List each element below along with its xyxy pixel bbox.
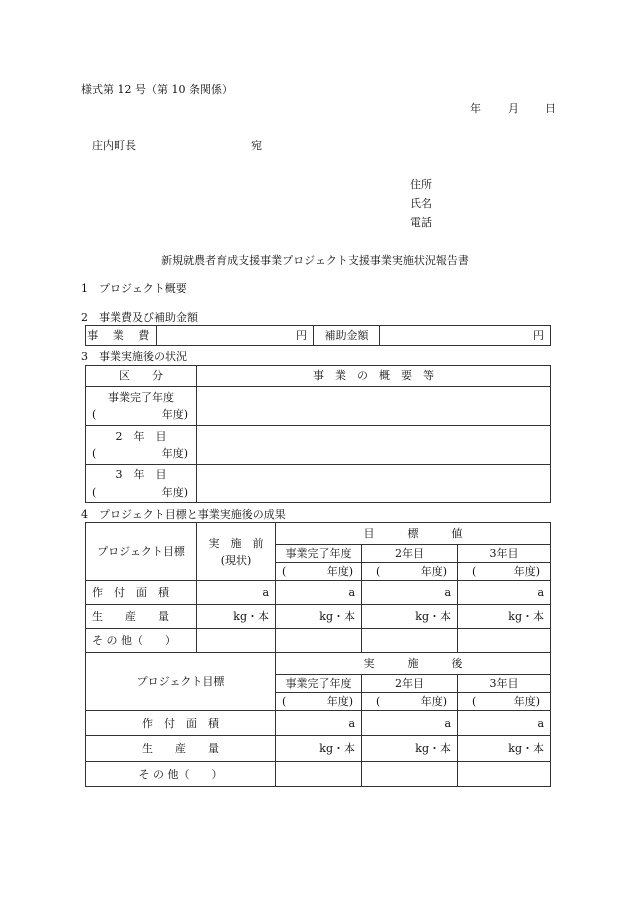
status-row-label: 3 年 目 ( 年度) [86, 465, 197, 503]
status-row-field[interactable] [197, 465, 551, 503]
year-fiscal-field[interactable]: ( 年度) [276, 693, 362, 711]
applicant-name-label: 氏名 [410, 197, 432, 210]
result-production-label: 生 産 量 [86, 736, 276, 762]
year-fiscal-field[interactable]: ( 年度) [458, 563, 551, 581]
status-table [85, 365, 551, 503]
production-field[interactable]: kg・本 [458, 605, 551, 629]
area-field[interactable]: a [197, 581, 276, 605]
date-year: 年 [470, 102, 481, 115]
area-label: 作 付 面 積 [86, 581, 197, 605]
status-row-label: 事業完了年度 ( 年度) [86, 387, 197, 426]
status-row-label: 2 年 目 ( 年度) [86, 426, 197, 465]
area-field[interactable]: a [276, 581, 362, 605]
other-field[interactable] [197, 629, 276, 653]
yen-unit: 円 [296, 328, 307, 342]
year-fiscal-field[interactable]: ( 年度) [362, 693, 458, 711]
goal-results-table [85, 522, 551, 787]
other-label: そ の 他（ ） [86, 629, 197, 653]
status-row-field[interactable] [197, 426, 551, 465]
other-field[interactable] [276, 629, 362, 653]
applicant-address-label: 住所 [410, 178, 432, 191]
status-col-summary: 事 業 の 概 要 等 [197, 366, 551, 387]
date-day: 日 [545, 102, 556, 115]
cost-value-field[interactable] [157, 326, 314, 346]
applicant-phone-label: 電話 [410, 216, 432, 229]
area-field[interactable]: a [362, 581, 458, 605]
before-label: 実 施 前 (現状) [197, 523, 276, 581]
result-area-field[interactable]: a [276, 711, 362, 736]
result-other-field[interactable] [362, 762, 458, 787]
section1-heading: 1 プロジェクト概要 [81, 282, 187, 295]
section4-heading: 4 プロジェクト目標と事業実施後の成果 [81, 508, 286, 521]
production-field[interactable]: kg・本 [276, 605, 362, 629]
result-area-field[interactable]: a [458, 711, 551, 736]
other-field[interactable] [458, 629, 551, 653]
year-fiscal-field[interactable]: ( 年度) [276, 563, 362, 581]
other-field[interactable] [362, 629, 458, 653]
year-name: 2年目 [362, 675, 458, 693]
result-production-field[interactable]: kg・本 [276, 736, 362, 762]
result-area-field[interactable]: a [362, 711, 458, 736]
goal-label-results: プロジェクト目標 [86, 653, 276, 711]
cost-table [85, 325, 551, 346]
result-other-field[interactable] [458, 762, 551, 787]
result-other-field[interactable] [276, 762, 362, 787]
year-fiscal-field[interactable]: ( 年度) [458, 693, 551, 711]
addressee-honorific: 宛 [251, 139, 262, 152]
subsidy-label: 補助金額 [314, 326, 380, 346]
page-title: 新規就農者育成支援事業プロジェクト支援事業実施状況報告書 [161, 254, 469, 267]
status-row-field[interactable] [197, 387, 551, 426]
section3-heading: 3 事業実施後の状況 [81, 350, 187, 363]
result-other-label: そ の 他（ ） [86, 762, 276, 787]
target-header: 目 標 値 [276, 523, 551, 545]
addressee-name: 庄内町長 [92, 139, 136, 152]
area-field[interactable]: a [458, 581, 551, 605]
after-header: 実 施 後 [276, 653, 551, 675]
subsidy-value-field[interactable] [380, 326, 551, 346]
yen-unit: 円 [533, 328, 544, 342]
production-label: 生 産 量 [86, 605, 197, 629]
production-field[interactable]: kg・本 [362, 605, 458, 629]
section2-heading: 2 事業費及び補助金額 [81, 311, 198, 324]
year-fiscal-field[interactable]: ( 年度) [362, 563, 458, 581]
status-col-category: 区 分 [86, 366, 197, 387]
production-field[interactable]: kg・本 [197, 605, 276, 629]
year-name: 事業完了年度 [276, 675, 362, 693]
year-name: 3年目 [458, 545, 551, 563]
result-production-field[interactable]: kg・本 [362, 736, 458, 762]
form-number: 様式第 12 号（第 10 条関係） [81, 83, 233, 96]
year-name: 2年目 [362, 545, 458, 563]
result-production-field[interactable]: kg・本 [458, 736, 551, 762]
cost-label: 事 業 費 [86, 326, 157, 346]
year-name: 事業完了年度 [276, 545, 362, 563]
result-area-label: 作 付 面 積 [86, 711, 276, 736]
goal-label: プロジェクト目標 [86, 523, 197, 581]
date-month: 月 [508, 102, 519, 115]
year-name: 3年目 [458, 675, 551, 693]
